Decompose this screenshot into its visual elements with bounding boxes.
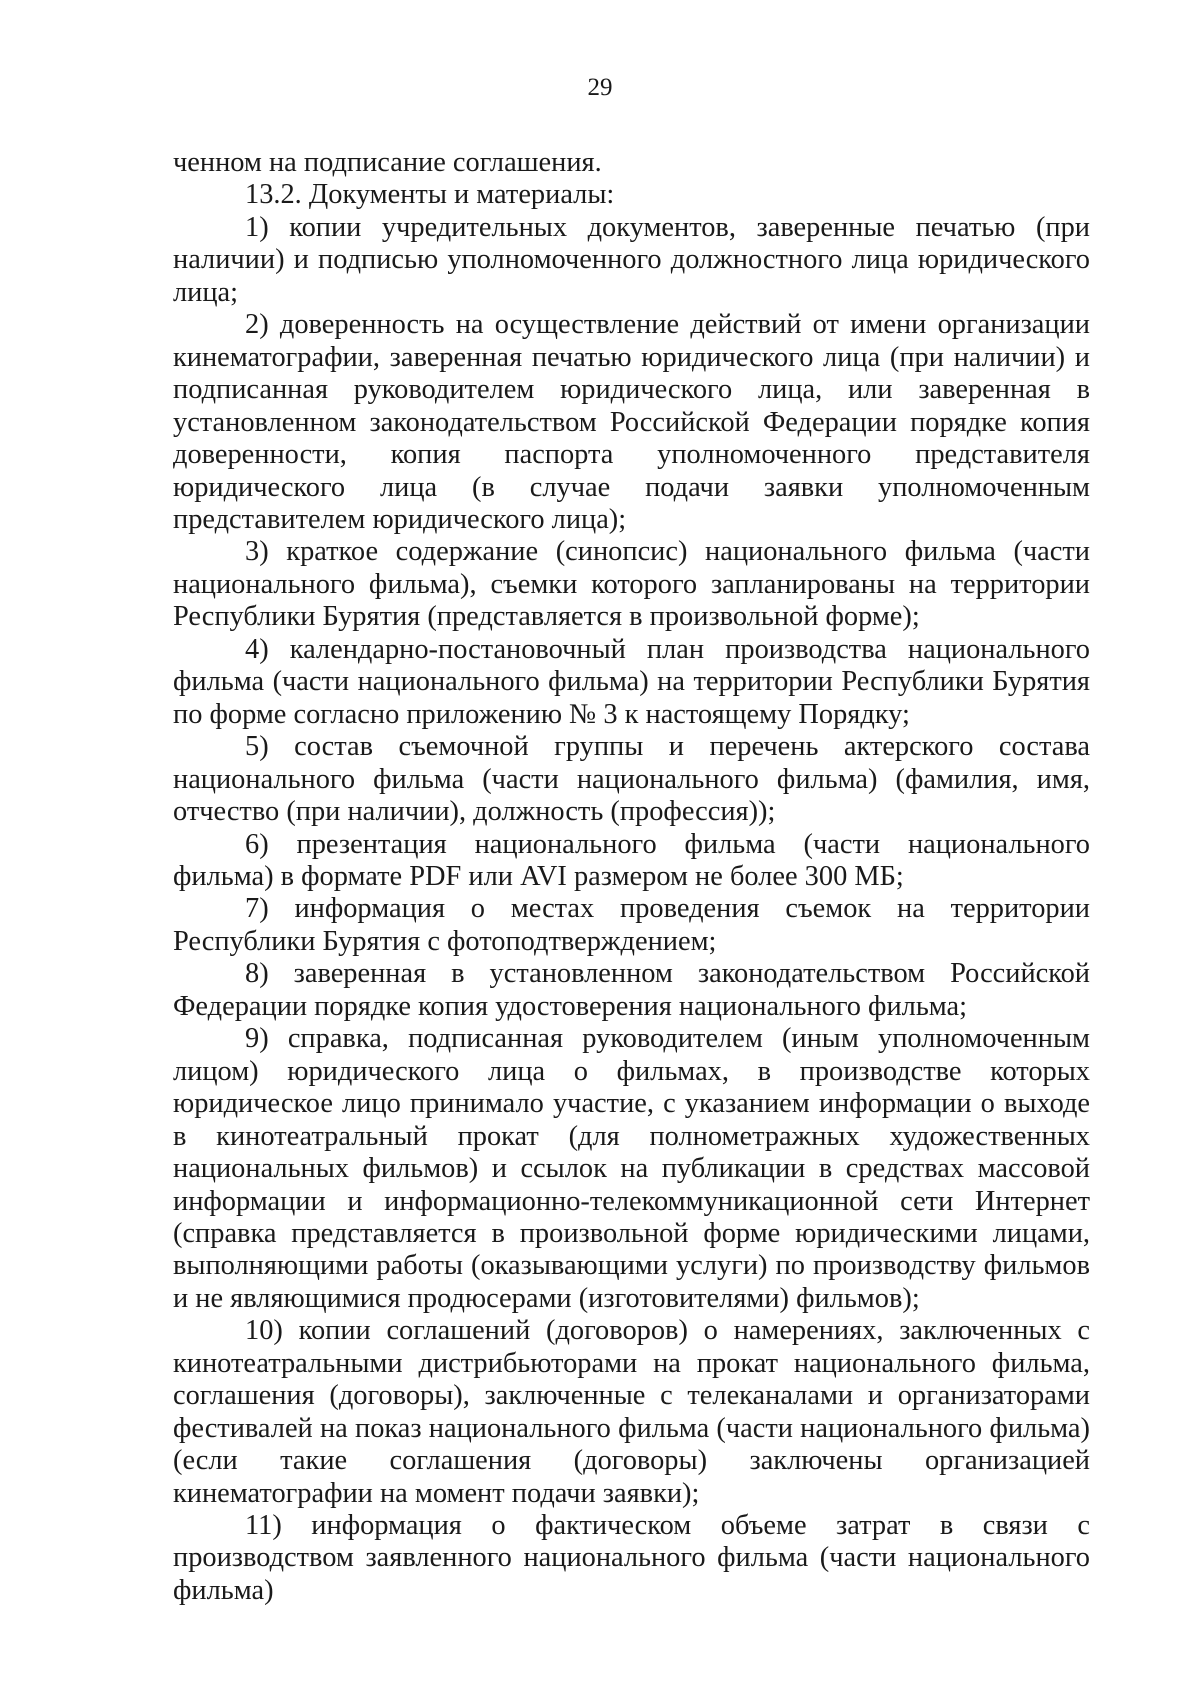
page-number: 29 (587, 74, 613, 101)
document-body (173, 147, 1090, 1607)
list-item-9: 9) справка, подписанная руководителем (иным уполномоченным лицом) юридического лица о фильмах, в производстве которых юридическое лицо принимало участие, с указанием информации о выходе в кинотеатральный прокат (для полнометражных художественных национальных фильмов) и ссылок на публикации в средствах массовой информации и информационно-телекоммуникационной сети Интернет (справка представляется в произвольной форме юридическими лицами, выполняющими работы (оказывающими услуги) по производству фильмов и не являющимися продюсерами (изготовителями) фильмов); (173, 1023, 1090, 1314)
list-item-1: 1) копии учредительных документов, заверенные печатью (при наличии) и подписью уполномоченного должностного лица юридического лица; (173, 211, 1090, 308)
section-heading-13-2: 13.2. Документы и материалы: (245, 179, 615, 211)
list-item-7: 7) информация о местах проведения съемок на территории Республики Бурятия с фотоподтверждением; (173, 893, 1090, 957)
list-item-2: 2) доверенность на осуществление действий от имени организации кинематографии, заверенная печатью юридического лица (при наличии) и подписанная руководителем юридического лица, или заверенная в установленном законодательством Российской Федерации порядке копия доверенности, копия паспорта уполномоченного представителя юридического лица (в случае подачи заявки уполномоченным представителем юридического лица); (173, 309, 1090, 535)
list-item-6: 6) презентация национального фильма (части национального фильма) в формате PDF или AVI размером не более 300 МБ; (173, 828, 1090, 892)
paragraph-continuation: ченном на подписание соглашения. (173, 147, 602, 178)
list-item-11: 11) информация о фактическом объеме затрат в связи с производством заявленного национального фильма (части национального фильма) (173, 1510, 1090, 1606)
list-item-5: 5) состав съемочной группы и перечень актерского состава национального фильма (части национального фильма) (фамилия, имя, отчество (при наличии), должность (профессия)); (173, 731, 1090, 828)
list-item-4: 4) календарно-постановочный план производства национального фильма (части национального фильма) на территории Республики Бурятия по форме согласно приложению № 3 к настоящему Порядку; (173, 633, 1090, 730)
list-item-3: 3) краткое содержание (синопсис) национального фильма (части национального фильма), съемки которого запланированы на территории Республики Бурятия (представляется в произвольной форме); (173, 536, 1090, 633)
list-item-8: 8) заверенная в установленном законодательством Российской Федерации порядке копия удостоверения национального фильма; (173, 958, 1090, 1022)
list-item-10: 10) копии соглашений (договоров) о намерениях, заключенных с кинотеатральными дистрибьюторами на прокат национального фильма, соглашения (договоры), заключенные с телеканалами и организаторами фестивалей на показ национального фильма (части национального фильма) (если такие соглашения (договоры) заключены организацией кинематографии на момент подачи заявки); (173, 1315, 1090, 1509)
